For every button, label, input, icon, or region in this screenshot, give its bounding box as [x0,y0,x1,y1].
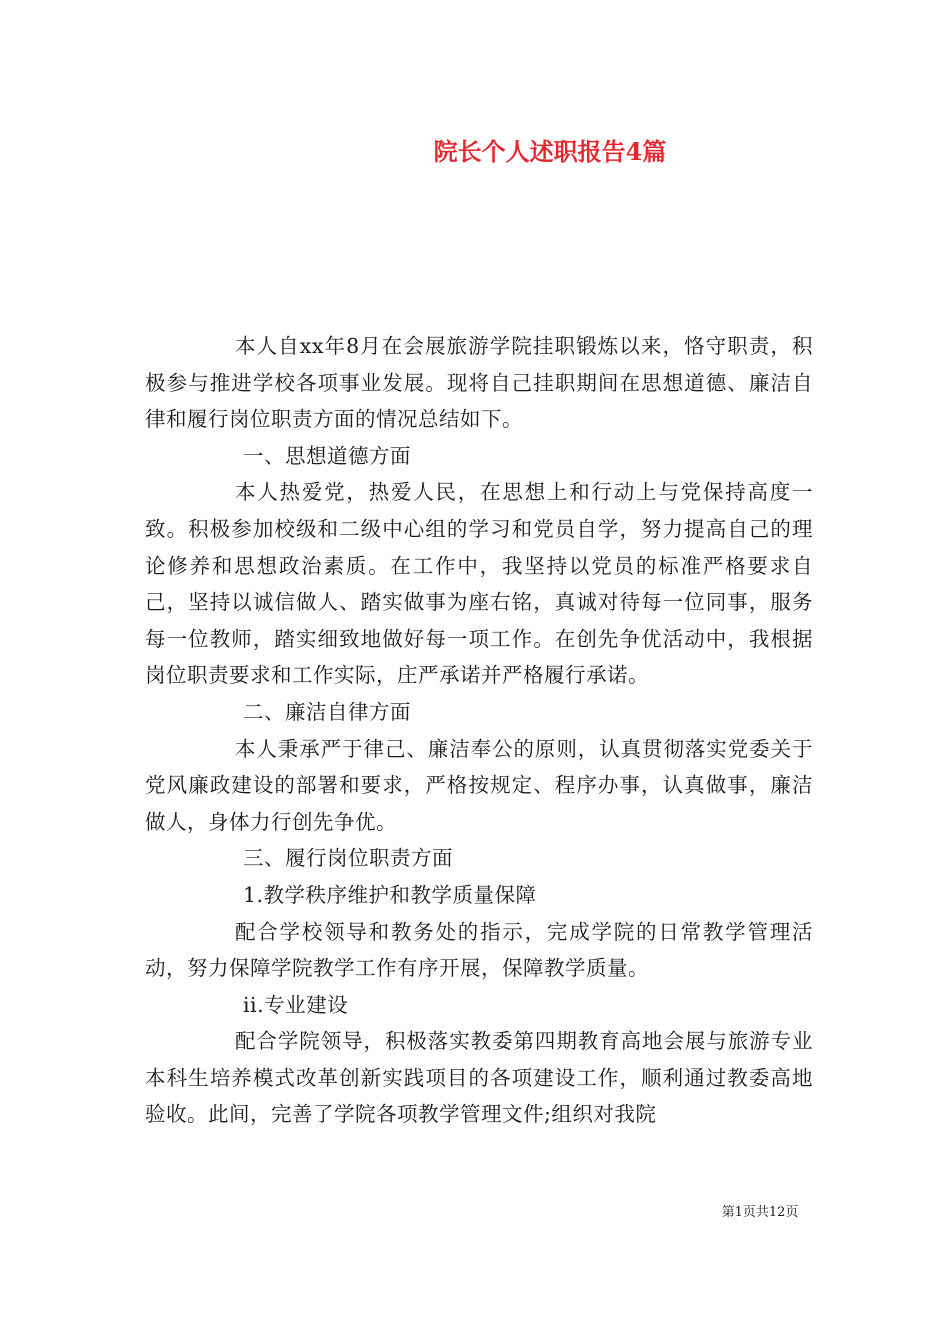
page-number: 第1页共12页 [721,1205,799,1220]
paragraph-section-1: 本人热爱党，热爱人民，在思想上和行动上与党保持高度一致。积极参加校级和二级中心组的学习和党员自学，努力提高自己的理论修养和思想政治素质。在工作中，我坚持以党员的标准严格要求自己，坚持以诚信做人、踏实做事为座右铭，真诚对待每一位同事，服务每一位教师，踏实细致地做好每一项工作。在创先争优活动中，我根据岗位职责要求和工作实际，庄严承诺并严格履行承诺。 [145,480,813,688]
document-body [145,328,813,1133]
paragraph-intro: 本人自xx年8月在会展旅游学院挂职锻炼以来，恪守职责，积极参与推进学校各项事业发展。现将自己挂职期间在思想道德、廉洁自律和履行岗位职责方面的情况总结如下。 [145,334,813,432]
heading-subsection-1: 1.教学秩序维护和教学质量保障 [243,882,537,907]
paragraph-subsection-1: 配合学校领导和教务处的指示，完成学院的日常教学管理活动，努力保障学院教学工作有序开展，保障教学质量。 [145,919,813,981]
heading-subsection-2: ii.专业建设 [243,992,349,1017]
heading-section-1: 一、思想道德方面 [243,443,411,468]
document-title: 院长个人述职报告4篇 [433,137,667,166]
paragraph-section-2: 本人秉承严于律己、廉洁奉公的原则，认真贯彻落实党委关于党风廉政建设的部署和要求，严格按规定、程序办事，认真做事，廉洁做人，身体力行创先争优。 [145,736,813,834]
paragraph-subsection-2: 配合学院领导，积极落实教委第四期教育高地会展与旅游专业本科生培养模式改革创新实践项目的各项建设工作，顺利通过教委高地验收。此间，完善了学院各项教学管理文件;组织对我院 [145,1029,813,1127]
heading-section-3: 三、履行岗位职责方面 [243,846,453,871]
heading-section-2: 二、廉洁自律方面 [243,699,411,724]
